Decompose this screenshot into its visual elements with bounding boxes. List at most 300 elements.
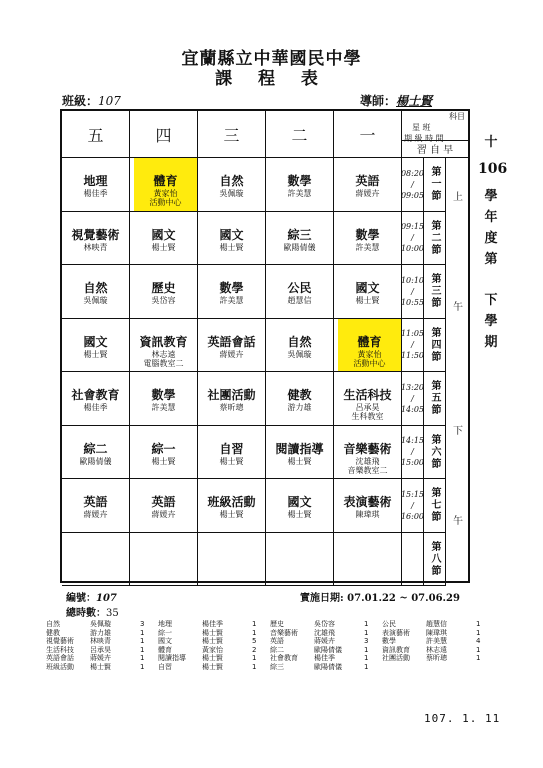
- period-number: 第五節: [424, 372, 446, 426]
- teacher-name: 陳瑋琪: [355, 510, 380, 519]
- summary-subject: 自然: [46, 620, 60, 628]
- schedule-cell: [130, 372, 198, 426]
- teacher-name: 蔣媛卉: [83, 510, 108, 519]
- summary-hours: 1: [140, 662, 145, 671]
- corner-header: [402, 111, 468, 141]
- subject-name: 生活科技: [343, 388, 392, 402]
- code-info: [66, 589, 117, 604]
- teacher-name: 楊佳季: [83, 403, 108, 412]
- summary-subject: 社會教育: [270, 654, 298, 663]
- schedule-cell: [334, 158, 402, 212]
- term-char: 學: [484, 189, 498, 204]
- code-value: 107: [96, 593, 117, 604]
- subject-name: 國文: [287, 495, 312, 509]
- cell-content: [266, 386, 333, 412]
- teacher-name: 趙慧信: [287, 296, 312, 305]
- start-time: 09:15: [400, 222, 425, 232]
- end-time: 09:05: [400, 190, 425, 200]
- summary-subject: 英語: [270, 637, 284, 646]
- schedule-cell: [62, 212, 130, 266]
- summary-subject: 歷史: [270, 620, 284, 628]
- subject-name: 自習: [219, 441, 244, 456]
- summary-hours: 1: [476, 645, 481, 654]
- summary-hours: 1: [252, 620, 257, 628]
- cell-content: [62, 333, 129, 359]
- time-separator: /: [411, 233, 414, 243]
- subject-name: 英語: [355, 174, 380, 188]
- summary-hours: 1: [364, 620, 369, 628]
- subject-name: 自然: [83, 281, 108, 295]
- schedule-cell: [62, 265, 130, 319]
- schedule-cell: [266, 212, 334, 266]
- summary-subject: 表演藝術: [382, 628, 410, 637]
- schedule-cell: [62, 426, 130, 480]
- summary-subject: 公民: [382, 620, 396, 628]
- day-header: 三: [198, 111, 266, 158]
- subject-name: 視覺藝術: [71, 227, 120, 242]
- summary-teacher: 楊士賢: [90, 662, 111, 671]
- cell-content: [334, 279, 401, 305]
- period-time: [402, 158, 424, 212]
- schedule-title: 課 程 表: [215, 69, 328, 89]
- period-number: 第六節: [424, 426, 446, 480]
- subject-name: 自然: [219, 174, 244, 188]
- summary-hours: 1: [140, 654, 145, 663]
- period-number: 第一節: [424, 158, 446, 212]
- term-char: 106: [478, 161, 508, 177]
- subject-name: 國文: [83, 334, 108, 349]
- summary-hours: 1: [252, 654, 257, 663]
- summary-subject: 社團活動: [382, 654, 410, 663]
- subject-name: 體育: [357, 334, 382, 349]
- summary-teacher: 陳瑋琪: [426, 628, 447, 637]
- cell-content: [198, 386, 265, 412]
- teacher-name: 歐陽倩儀: [79, 456, 112, 466]
- summary-hours: 3: [364, 637, 369, 646]
- summary-teacher: 游力雄: [90, 628, 111, 637]
- summary-teacher: 歐陽倩儀: [314, 645, 342, 654]
- summary-hours: 1: [476, 620, 481, 628]
- teacher-name: 楊士賢: [83, 349, 108, 359]
- summary-teacher: 林映青: [90, 637, 111, 646]
- schedule-cell: [334, 265, 402, 319]
- summary-teacher: 楊士賢: [202, 637, 223, 646]
- summary-row: [46, 663, 496, 672]
- summary-subject: 國文: [158, 637, 172, 646]
- summary-hours: 1: [476, 628, 481, 637]
- summary-teacher: 蔡昕璁: [426, 654, 447, 663]
- cell-content: [334, 386, 401, 421]
- teacher-name: 楊士賢: [151, 456, 176, 466]
- time-separator: /: [411, 393, 414, 403]
- term-char: 下: [484, 293, 498, 308]
- teacher-name: 楊士賢: [219, 242, 244, 252]
- schedule-cell: [334, 319, 402, 373]
- summary-hours: 1: [364, 645, 369, 654]
- summary-subject: 視覺藝術: [46, 637, 74, 646]
- cell-content: [62, 493, 129, 519]
- cell-content: [338, 319, 401, 372]
- teacher-name: 許美慧: [151, 403, 176, 412]
- half-day-label: 午: [453, 516, 463, 527]
- date-range: 實施日期: 07.01.22 ~ 07.06.29: [300, 593, 460, 604]
- period-time: [402, 533, 424, 587]
- term-char: 第: [484, 252, 498, 267]
- schedule-cell: [130, 319, 198, 373]
- end-time: 10:55: [400, 297, 425, 307]
- summary-hours: 4: [476, 637, 481, 646]
- end-time: 10:00: [400, 244, 425, 254]
- summary-subject: 資訊教育: [382, 645, 410, 654]
- summary-teacher: 楊士賢: [202, 654, 223, 663]
- cell-content: [62, 440, 129, 466]
- day-header: 四: [130, 111, 198, 158]
- schedule-cell: [334, 426, 402, 480]
- schedule-cell: [198, 372, 266, 426]
- half-day-label: 上: [453, 192, 463, 203]
- term-char: 學: [484, 314, 498, 329]
- cell-content: [130, 440, 197, 466]
- cell-content: [198, 440, 265, 466]
- schedule-cell: [62, 372, 130, 426]
- schedule-cell: [334, 212, 402, 266]
- summary-teacher: 趙慧信: [426, 620, 447, 628]
- room-name: 活動中心: [149, 198, 182, 207]
- summary-teacher: 歐陽倩儀: [314, 662, 342, 671]
- subject-name: 數學: [355, 227, 380, 242]
- summary-hours: 1: [252, 662, 257, 671]
- summary-hours: 1: [140, 645, 145, 654]
- hours-label: 總時數：: [66, 608, 106, 619]
- date-stamp: 107. 1. 11: [424, 712, 501, 725]
- time-separator: /: [411, 340, 414, 350]
- period-number: 第七節: [424, 479, 446, 533]
- start-time: 13:20: [400, 382, 425, 392]
- summary-teacher: 楊佳季: [314, 654, 335, 663]
- subject-name: 資訊教育: [139, 334, 188, 349]
- period-number: 第二節: [424, 212, 446, 266]
- time-separator: /: [411, 286, 414, 296]
- room-name: 音樂教室二: [347, 465, 388, 475]
- end-time: 14:05: [400, 404, 425, 414]
- schedule-cell: [62, 479, 130, 533]
- schedule-cell: [130, 265, 198, 319]
- half-day-label: 午: [453, 302, 463, 313]
- teacher-name: 沈雄飛: [355, 456, 380, 466]
- teacher-name: 楊士賢: [355, 296, 380, 305]
- cell-content: [198, 493, 265, 519]
- cell-content: [130, 386, 197, 412]
- summary-hours: 1: [476, 654, 481, 663]
- subject-name: 英語: [151, 495, 176, 509]
- cell-content: [130, 279, 197, 305]
- cell-content: [62, 386, 129, 412]
- timetable: [60, 109, 470, 583]
- teacher-name: 林映青: [83, 242, 108, 252]
- morning-self-study: 習 自 早: [402, 141, 468, 158]
- subject-name: 健教: [287, 388, 312, 402]
- time-separator: /: [411, 447, 414, 457]
- schedule-cell: [198, 158, 266, 212]
- summary-teacher: 沈雄飛: [314, 628, 335, 637]
- teacher-name: 楊士賢: [219, 456, 244, 466]
- cell-content: [130, 226, 197, 252]
- summary-subject: 綜二: [270, 645, 284, 654]
- period-time: [402, 265, 424, 319]
- cell-content: [334, 493, 401, 519]
- cell-content: [266, 226, 333, 252]
- cell-content: [266, 279, 333, 305]
- cell-content: [134, 158, 197, 211]
- half-day-label: 下: [453, 426, 463, 437]
- schedule-cell: [334, 533, 402, 587]
- subject-name: 英語會話: [207, 334, 256, 349]
- summary-hours: 1: [140, 637, 145, 646]
- teacher-name: 楊佳季: [83, 189, 108, 198]
- schedule-cell: [130, 158, 198, 212]
- subject-name: 數學: [151, 388, 176, 402]
- summary-teacher: 林志遠: [426, 645, 447, 654]
- summary-teacher: 許美慧: [426, 637, 447, 646]
- summary-teacher: 黃家怡: [202, 645, 223, 654]
- schedule-cell: [198, 319, 266, 373]
- schedule-cell: [266, 533, 334, 587]
- summary-row: [46, 620, 496, 629]
- teacher-name: 蔣媛卉: [151, 510, 176, 519]
- teacher-name: 吳佩璇: [219, 189, 244, 198]
- teacher-name: 蔣媛卉: [355, 189, 380, 198]
- teacher-name: 許美慧: [287, 189, 312, 198]
- schedule-cell: [198, 479, 266, 533]
- cell-content: [198, 172, 265, 198]
- teacher-name: 許美慧: [219, 296, 244, 305]
- subject-name: 綜三: [287, 227, 312, 242]
- room-name: 電腦教室二: [143, 358, 184, 368]
- summary-subject: 音樂藝術: [270, 628, 298, 637]
- summary-row: [46, 654, 496, 663]
- teacher-value: 楊士賢: [396, 94, 433, 108]
- summary-subject: 閱讀指導: [158, 654, 186, 663]
- term-char: 期: [484, 335, 498, 350]
- cell-content: [334, 172, 401, 198]
- room-name: 活動中心: [353, 358, 386, 368]
- summary-teacher: 蔣媛卉: [90, 654, 111, 663]
- cell-content: [334, 440, 401, 475]
- start-time: 14:15: [400, 436, 425, 446]
- teacher-name: 呂承昊: [355, 403, 380, 412]
- subject-name: 國文: [151, 227, 176, 242]
- summary-subject: 體育: [158, 645, 172, 654]
- summary-teacher: 楊士賢: [202, 662, 223, 671]
- summary-subject: 班級活動: [46, 662, 74, 671]
- summary-subject: 地理: [158, 620, 172, 628]
- teacher-name: 歐陽倩儀: [283, 242, 316, 252]
- teacher-name: 楊士賢: [151, 242, 176, 252]
- period-number: 第八節: [424, 533, 446, 587]
- room-name: 生科教室: [351, 412, 384, 421]
- teacher-name: 吳佩璇: [287, 349, 312, 359]
- summary-subject: 英語會話: [46, 654, 74, 663]
- subject-name: 社會教育: [71, 388, 120, 402]
- cell-content: [130, 493, 197, 519]
- schedule-cell: [62, 533, 130, 587]
- cell-content: [266, 493, 333, 519]
- term-char: 度: [484, 231, 498, 246]
- schedule-cell: [266, 479, 334, 533]
- teacher-label: 導師：: [360, 94, 397, 108]
- end-time: 16:00: [400, 511, 425, 521]
- summary-hours: 5: [252, 637, 257, 646]
- start-time: 11:05: [400, 329, 425, 339]
- class-label: 班級：: [62, 94, 99, 108]
- period-number: 第四節: [424, 319, 446, 373]
- summary-teacher: 吳佩璇: [90, 620, 111, 628]
- subject-name: 歷史: [151, 281, 176, 295]
- cell-content: [266, 440, 333, 466]
- summary-teacher: [426, 663, 476, 672]
- summary-subject: 生活科技: [46, 645, 74, 654]
- teacher-summary: [46, 620, 496, 672]
- period-time: [402, 212, 424, 266]
- period-time: [402, 479, 424, 533]
- day-header: 二: [266, 111, 334, 158]
- summary-teacher: 楊佳季: [202, 620, 223, 628]
- teacher-name: 楊士賢: [219, 510, 244, 519]
- teacher-name: 楊士賢: [287, 456, 312, 466]
- end-time: 15:00: [400, 458, 425, 468]
- subject-name: 國文: [219, 227, 244, 242]
- summary-hours: 1: [364, 654, 369, 663]
- cell-content: [198, 279, 265, 305]
- schedule-cell: [130, 426, 198, 480]
- schedule-cell: [62, 319, 130, 373]
- summary-subject: 綜三: [270, 662, 284, 671]
- schedule-cell: [198, 212, 266, 266]
- schedule-cell: [334, 372, 402, 426]
- teacher-name: 楊士賢: [287, 510, 312, 519]
- time-separator: /: [411, 179, 414, 189]
- day-header: 一: [334, 111, 402, 158]
- summary-teacher: 吳岱容: [314, 620, 335, 628]
- start-time: 15:15: [400, 489, 425, 499]
- hours-value: 35: [106, 608, 119, 619]
- schedule-cell: [266, 426, 334, 480]
- cell-content: [62, 279, 129, 305]
- corner-top: 科目: [449, 112, 465, 121]
- class-value: 107: [98, 94, 121, 108]
- schedule-cell: [130, 479, 198, 533]
- summary-teacher: 呂承昊: [90, 645, 111, 654]
- summary-hours: 1: [140, 628, 145, 637]
- summary-subject: 數學: [382, 637, 396, 646]
- teacher-name: 蔣媛卉: [219, 349, 244, 359]
- school-title: 宜蘭縣立中華國民中學: [181, 49, 362, 69]
- period-time: [402, 426, 424, 480]
- period-number: 第三節: [424, 265, 446, 319]
- subject-name: 表演藝術: [343, 495, 392, 509]
- term-char: 年: [484, 210, 498, 225]
- summary-hours: [476, 663, 494, 672]
- schedule-cell: [266, 319, 334, 373]
- teacher-name: 吳岱容: [151, 296, 176, 305]
- summary-subject: 自習: [158, 662, 172, 671]
- schedule-cell: [266, 372, 334, 426]
- start-time: 08:20: [400, 168, 425, 178]
- summary-row: [46, 637, 496, 646]
- class-info: [62, 92, 121, 109]
- cell-content: [62, 172, 129, 198]
- schedule-cell: [334, 479, 402, 533]
- teacher-name: 林志遠: [151, 349, 176, 359]
- subject-name: 音樂藝術: [343, 441, 392, 456]
- start-time: 10:10: [400, 275, 425, 285]
- summary-subject: [382, 663, 426, 672]
- summary-hours: 1: [364, 662, 369, 671]
- schedule-cell: [130, 212, 198, 266]
- teacher-info: [360, 92, 432, 109]
- term-char: 十: [484, 135, 498, 150]
- schedule-cell: [198, 426, 266, 480]
- teacher-name: 黃家怡: [357, 349, 382, 359]
- teacher-name: 吳佩璇: [83, 296, 108, 305]
- period-time: [402, 372, 424, 426]
- summary-subject: 綜一: [158, 628, 172, 637]
- subject-name: 自然: [287, 334, 312, 349]
- schedule-cell: [130, 533, 198, 587]
- term-label: [478, 132, 508, 353]
- code-label: 編號：: [66, 593, 96, 604]
- subject-name: 英語: [83, 495, 108, 509]
- schedule-cell: [266, 265, 334, 319]
- period-time: [402, 319, 424, 373]
- teacher-name: 蔡昕璁: [219, 403, 244, 412]
- summary-hours: 3: [140, 620, 145, 628]
- subject-name: 公民: [287, 281, 312, 295]
- end-time: 11:50: [400, 351, 425, 361]
- cell-content: [266, 333, 333, 359]
- subject-name: 數學: [287, 174, 312, 188]
- summary-teacher: 蔣媛卉: [314, 637, 335, 646]
- subject-name: 閱讀指導: [275, 441, 324, 456]
- subject-name: 國文: [355, 281, 380, 295]
- hours-info: [66, 604, 119, 619]
- cell-content: [198, 333, 265, 359]
- cell-content: [198, 226, 265, 252]
- schedule-cell: [198, 533, 266, 587]
- subject-name: 體育: [153, 174, 178, 188]
- cell-content: [130, 333, 197, 368]
- subject-name: 地理: [83, 174, 108, 188]
- subject-name: 班級活動: [207, 495, 256, 509]
- summary-row: [46, 629, 496, 638]
- summary-subject: 健教: [46, 628, 60, 637]
- summary-teacher: 楊士賢: [202, 628, 223, 637]
- corner-bottom: 期 級 時 間: [404, 134, 444, 143]
- summary-hours: 1: [252, 628, 257, 637]
- subject-name: 綜二: [83, 441, 108, 456]
- teacher-name: 游力雄: [287, 403, 312, 412]
- subject-name: 綜一: [151, 441, 176, 456]
- corner-mid: 星 班: [412, 123, 431, 132]
- schedule-cell: [198, 265, 266, 319]
- cell-content: [334, 226, 401, 252]
- summary-hours: 1: [364, 628, 369, 637]
- schedule-cell: [266, 158, 334, 212]
- subject-name: 數學: [219, 281, 244, 295]
- schedule-cell: [62, 158, 130, 212]
- teacher-name: 許美慧: [355, 242, 380, 252]
- summary-hours: 2: [252, 645, 257, 654]
